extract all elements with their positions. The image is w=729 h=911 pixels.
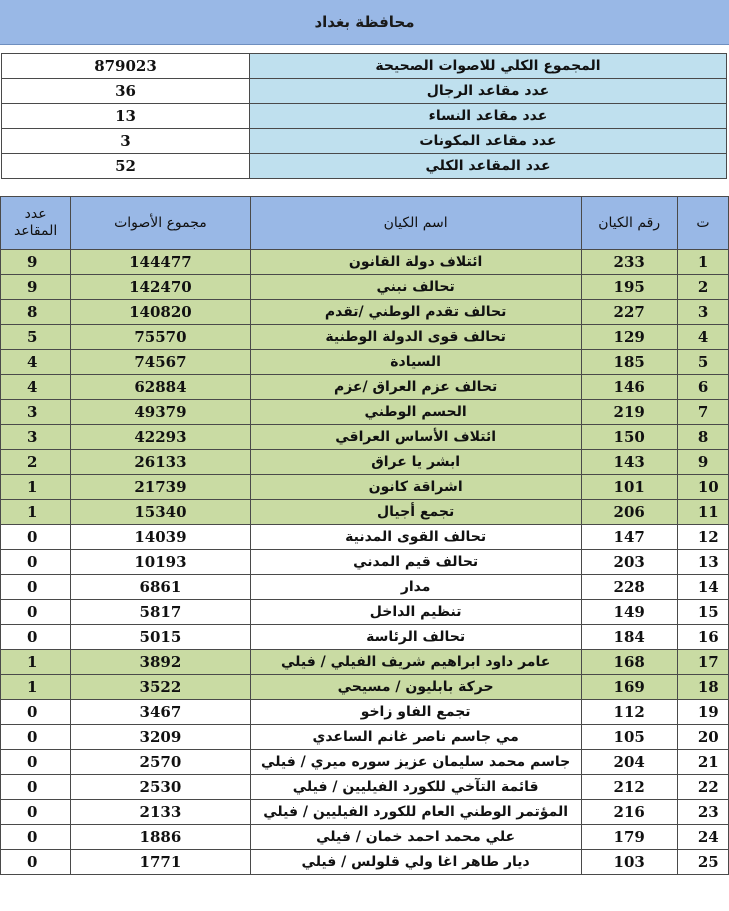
cell-index: 15	[677, 600, 728, 625]
cell-votes: 2570	[71, 750, 250, 775]
header-name: اسم الكيان	[250, 197, 581, 250]
cell-entity-number: 219	[581, 400, 677, 425]
summary-value: 3	[2, 129, 250, 154]
cell-index: 4	[677, 325, 728, 350]
table-row	[1, 450, 729, 475]
cell-votes: 26133	[71, 450, 250, 475]
cell-index: 5	[677, 350, 728, 375]
cell-seats: 1	[1, 675, 71, 700]
cell-entity-number: 227	[581, 300, 677, 325]
cell-index: 9	[677, 450, 728, 475]
table-row	[1, 475, 729, 500]
cell-votes: 15340	[71, 500, 250, 525]
cell-seats: 0	[1, 600, 71, 625]
cell-votes: 6861	[71, 575, 250, 600]
cell-seats: 0	[1, 775, 71, 800]
summary-value: 52	[2, 154, 250, 179]
cell-index: 6	[677, 375, 728, 400]
cell-seats: 0	[1, 700, 71, 725]
cell-votes: 49379	[71, 400, 250, 425]
cell-entity-name: تحالف القوى المدنية	[250, 525, 581, 550]
cell-entity-name: جاسم محمد سليمان عزيز سوره ميري / فيلي	[250, 750, 581, 775]
cell-entity-number: 146	[581, 375, 677, 400]
table-row	[1, 825, 729, 850]
cell-seats: 9	[1, 275, 71, 300]
cell-index: 3	[677, 300, 728, 325]
header-seats: عدد المقاعد	[1, 197, 71, 250]
cell-index: 21	[677, 750, 728, 775]
cell-index: 12	[677, 525, 728, 550]
cell-seats: 0	[1, 800, 71, 825]
header-votes: مجموع الأصوات	[71, 197, 250, 250]
cell-entity-number: 206	[581, 500, 677, 525]
cell-entity-number: 105	[581, 725, 677, 750]
cell-index: 19	[677, 700, 728, 725]
cell-votes: 74567	[71, 350, 250, 375]
cell-seats: 0	[1, 550, 71, 575]
cell-entity-number: 168	[581, 650, 677, 675]
cell-entity-number: 101	[581, 475, 677, 500]
cell-votes: 2530	[71, 775, 250, 800]
table-row	[1, 575, 729, 600]
cell-entity-number: 112	[581, 700, 677, 725]
table-row	[1, 675, 729, 700]
cell-entity-name: علي محمد احمد خمان / فيلي	[250, 825, 581, 850]
summary-label: عدد مقاعد الرجال	[250, 79, 727, 104]
table-row	[1, 300, 729, 325]
cell-entity-number: 203	[581, 550, 677, 575]
cell-entity-number: 212	[581, 775, 677, 800]
cell-votes: 3522	[71, 675, 250, 700]
cell-seats: 0	[1, 575, 71, 600]
table-row	[1, 625, 729, 650]
cell-index: 20	[677, 725, 728, 750]
cell-entity-name: تنظيم الداخل	[250, 600, 581, 625]
cell-entity-number: 216	[581, 800, 677, 825]
cell-seats: 0	[1, 750, 71, 775]
cell-seats: 1	[1, 500, 71, 525]
table-row	[1, 400, 729, 425]
cell-entity-name: تجمع الفاو زاخو	[250, 700, 581, 725]
table-row	[1, 325, 729, 350]
cell-entity-name: ابشر يا عراق	[250, 450, 581, 475]
cell-votes: 75570	[71, 325, 250, 350]
cell-seats: 0	[1, 825, 71, 850]
cell-entity-number: 228	[581, 575, 677, 600]
cell-entity-name: الحسم الوطني	[250, 400, 581, 425]
cell-index: 25	[677, 850, 728, 875]
page-title: محافظة بغداد	[0, 0, 729, 45]
table-row	[1, 250, 729, 275]
cell-entity-name: تحالف تقدم الوطني /تقدم	[250, 300, 581, 325]
cell-entity-name: عامر داود ابراهيم شريف الفيلي / فيلي	[250, 650, 581, 675]
cell-votes: 14039	[71, 525, 250, 550]
cell-entity-name: مدار	[250, 575, 581, 600]
table-row	[1, 650, 729, 675]
cell-seats: 3	[1, 425, 71, 450]
cell-entity-number: 143	[581, 450, 677, 475]
cell-entity-name: ائتلاف الأساس العراقي	[250, 425, 581, 450]
summary-label: عدد المقاعد الكلي	[250, 154, 727, 179]
header-number: رقم الكيان	[581, 197, 677, 250]
cell-votes: 21739	[71, 475, 250, 500]
cell-entity-number: 147	[581, 525, 677, 550]
cell-index: 13	[677, 550, 728, 575]
cell-entity-name: ديار طاهر اغا ولي قلولس / فيلي	[250, 850, 581, 875]
summary-row	[2, 79, 727, 104]
cell-seats: 1	[1, 650, 71, 675]
summary-table	[1, 53, 727, 179]
cell-votes: 42293	[71, 425, 250, 450]
cell-entity-name: ائتلاف دولة القانون	[250, 250, 581, 275]
cell-seats: 0	[1, 725, 71, 750]
table-row	[1, 425, 729, 450]
cell-votes: 5817	[71, 600, 250, 625]
cell-entity-number: 149	[581, 600, 677, 625]
cell-index: 24	[677, 825, 728, 850]
table-row	[1, 600, 729, 625]
summary-label: المجموع الكلي للاصوات الصحيحة	[250, 54, 727, 79]
header-index: ت	[677, 197, 728, 250]
cell-entity-name: حركة بابليون / مسيحي	[250, 675, 581, 700]
table-row	[1, 375, 729, 400]
cell-entity-number: 169	[581, 675, 677, 700]
cell-entity-name: مي جاسم ناصر غانم الساعدي	[250, 725, 581, 750]
summary-label: عدد مقاعد المكونات	[250, 129, 727, 154]
cell-entity-number: 204	[581, 750, 677, 775]
results-table	[0, 196, 729, 875]
cell-seats: 2	[1, 450, 71, 475]
cell-index: 23	[677, 800, 728, 825]
cell-entity-name: تحالف الرئاسة	[250, 625, 581, 650]
cell-votes: 5015	[71, 625, 250, 650]
cell-index: 8	[677, 425, 728, 450]
cell-entity-number: 103	[581, 850, 677, 875]
cell-seats: 1	[1, 475, 71, 500]
table-row	[1, 750, 729, 775]
cell-votes: 3892	[71, 650, 250, 675]
cell-seats: 0	[1, 850, 71, 875]
cell-seats: 8	[1, 300, 71, 325]
table-row	[1, 775, 729, 800]
cell-index: 17	[677, 650, 728, 675]
table-row	[1, 550, 729, 575]
cell-entity-name: المؤتمر الوطني العام للكورد الفيليين / فيلي	[250, 800, 581, 825]
cell-seats: 4	[1, 375, 71, 400]
cell-entity-number: 195	[581, 275, 677, 300]
cell-entity-name: تحالف عزم العراق /عزم	[250, 375, 581, 400]
table-row	[1, 525, 729, 550]
cell-votes: 1886	[71, 825, 250, 850]
summary-value: 36	[2, 79, 250, 104]
cell-index: 2	[677, 275, 728, 300]
cell-entity-name: تحالف قيم المدني	[250, 550, 581, 575]
cell-seats: 0	[1, 625, 71, 650]
cell-votes: 10193	[71, 550, 250, 575]
cell-index: 11	[677, 500, 728, 525]
cell-entity-name: السيادة	[250, 350, 581, 375]
cell-entity-name: تحالف نبني	[250, 275, 581, 300]
cell-votes: 144477	[71, 250, 250, 275]
cell-entity-number: 129	[581, 325, 677, 350]
cell-votes: 3467	[71, 700, 250, 725]
cell-votes: 62884	[71, 375, 250, 400]
cell-seats: 9	[1, 250, 71, 275]
summary-row	[2, 154, 727, 179]
summary-row	[2, 54, 727, 79]
cell-seats: 4	[1, 350, 71, 375]
cell-index: 22	[677, 775, 728, 800]
cell-votes: 3209	[71, 725, 250, 750]
cell-index: 14	[677, 575, 728, 600]
cell-index: 18	[677, 675, 728, 700]
cell-entity-number: 233	[581, 250, 677, 275]
cell-entity-number: 184	[581, 625, 677, 650]
cell-entity-name: تجمع أجيال	[250, 500, 581, 525]
cell-votes: 140820	[71, 300, 250, 325]
table-row	[1, 800, 729, 825]
cell-entity-number: 185	[581, 350, 677, 375]
cell-votes: 1771	[71, 850, 250, 875]
cell-entity-name: تحالف قوى الدولة الوطنية	[250, 325, 581, 350]
cell-seats: 5	[1, 325, 71, 350]
table-row	[1, 275, 729, 300]
table-row	[1, 350, 729, 375]
table-row	[1, 500, 729, 525]
summary-label: عدد مقاعد النساء	[250, 104, 727, 129]
cell-index: 10	[677, 475, 728, 500]
cell-votes: 2133	[71, 800, 250, 825]
cell-entity-number: 150	[581, 425, 677, 450]
cell-seats: 3	[1, 400, 71, 425]
cell-votes: 142470	[71, 275, 250, 300]
cell-index: 1	[677, 250, 728, 275]
table-row	[1, 725, 729, 750]
summary-value: 879023	[2, 54, 250, 79]
summary-row	[2, 104, 727, 129]
table-header-row	[1, 197, 729, 250]
cell-index: 7	[677, 400, 728, 425]
cell-seats: 0	[1, 525, 71, 550]
summary-row	[2, 129, 727, 154]
cell-entity-number: 179	[581, 825, 677, 850]
table-row	[1, 850, 729, 875]
cell-entity-name: اشراقة كانون	[250, 475, 581, 500]
cell-entity-name: قائمة التآخي للكورد الفيليين / فيلي	[250, 775, 581, 800]
table-row	[1, 700, 729, 725]
summary-value: 13	[2, 104, 250, 129]
cell-index: 16	[677, 625, 728, 650]
